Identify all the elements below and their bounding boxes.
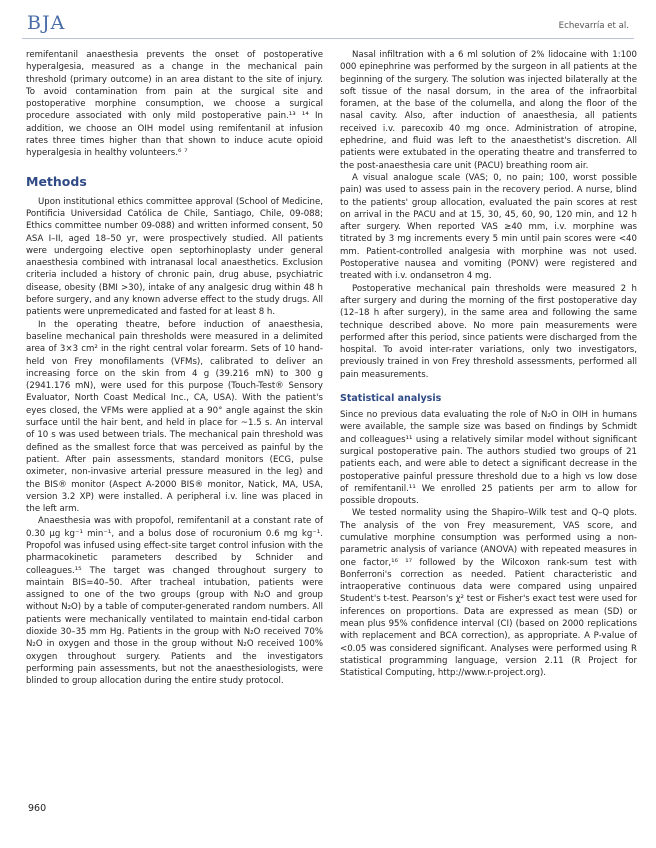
paragraph-operating-theatre: In the operating theatre, before induction of anaesthesia, baseline mechanical pain thresholds were measured in a delimited area of 3×3 cm² in the right central volar forearm. Sets of 10 hand-held von Frey monofilaments (VFMs), calibrated to deliver an increasing force on the skin from 4 g (39.216 mN) to 300 g (2941.176 mN), were used for this purpose (Touch-Test® Sensory Evaluator, North Coast Medical Inc., CA, USA). With the patient's eyes closed, the VFMs were applied at a 90° angle against the skin surface until the hair bent, and held in place for ~1.5 s. An interval of 10 s was used between trials. The mechanical pain threshold was defined as the smallest force that was perceived as painful by the patient. After pain assessments, standard monitors (ECG, pulse oximeter, non-invasive arterial pressure measured in the leg) and the BIS® monitor (Aspect A-2000 BIS® monitor, Natick, MA, USA, version 3.2 XP) were installed. A peripheral i.v. line was placed in the left arm. bbox=[26, 319, 323, 515]
right-column bbox=[340, 49, 637, 680]
paragraph-visual-analogue-scale: A visual analogue scale (VAS; 0, no pain; 100, worst possible pain) was used to assess pain in the recovery period. A nurse, blind to the patients' group allocation, evaluated the pain scores at rest on arrival in the PACU and at 15, 30, 45, 60, 90, 120 min, and 12 h after surgery. When reported VAS ≥40 mm, i.v. morphine was titrated by 3 mg increments every 5 min until pain scores were <40 mm. Patient-controlled analgesia with morphine was not used. Postoperative nausea and vomiting (PONV) were registered and treated with i.v. ondansetron 4 mg. bbox=[340, 172, 637, 282]
paragraph-sample-size: Since no previous data evaluating the role of N₂O in OIH in humans were available, the sample size was based on findings by Schmidt and colleagues¹¹ using a relatively similar model without significant surgical postoperative pain. The authors studied two groups of 21 patients each, and were able to detect a significant decrease in the postoperative painful pressure threshold due to a high vs low dose of remifentanil.¹¹ We enrolled 25 patients per arm to allow for possible dropouts. bbox=[340, 410, 637, 507]
paragraph-statistical-tests: We tested normality using the Shapiro–Wilk test and Q–Q plots. The analysis of the von Frey measurement, VAS score, and cumulative morphine consumption was performed using a non-parametric analysis of variance (ANOVA) with repeated measures in one factor,¹⁶ ¹⁷ followed by the Wilcoxon rank-sum test with Bonferroni's correction as needed. Patient characteristic and intraoperative continuous data were compared using unpaired Student's t-test. Pearson's χ² test or Fisher's exact test were used for inferences on proportions. Data are expressed as mean (SD) or mean plus 95% confidence interval (CI) (based on 2000 replications with replacement and BCA correction), as appropriate. A P-value of <0.05 was considered significant. Analyses were performed using R statistical programming language, version 2.11 (R Project for Statistical Computing, http://www.r-project.org). bbox=[340, 508, 637, 679]
paragraph-postoperative-thresholds: Postoperative mechanical pain thresholds were measured 2 h after surgery and during the morning of the first postoperative day (12–18 h after surgery), in the same area and following the same technique described above. No more pain measurements were performed after this period, since patients were discharged from the hospital. To avoid inter-rater variations, only two investigators, previously trained in von Frey threshold assessments, performed all pain measurements. bbox=[340, 283, 637, 380]
paragraph-intro: remifentanil anaesthesia prevents the onset of postoperative hyperalgesia, measured as a change in the mechanical pain threshold (primary outcome) in an area distant to the site of injury. To avoid contamination from pain at the surgical site and postoperative morphine consumption, we choose a surgical procedure associated with only mild postoperative pain.¹³ ¹⁴ In addition, we choose an OIH model using remifentanil at infusion rates three times higher than that shown to induce acute opioid hyperalgesia in healthy volunteers.⁶ ⁷ bbox=[26, 50, 323, 159]
page-number: 960 bbox=[28, 803, 47, 814]
paragraph-anaesthesia-induction: Anaesthesia was with propofol, remifentanil at a constant rate of 0.30 μg kg⁻¹ min⁻¹, and a bolus dose of rocuronium 0.6 mg kg⁻¹. Propofol was infused using effect-site target control infusion with the pharmacokinetic parameters described by Schnider and colleagues.¹⁵ The target was changed throughout surgery to maintain BIS=40–50. After tracheal intubation, patients were assigned to one of the two groups (group with N₂O and group without N₂O) by a table of computer-generated random numbers. All patients were mechanically ventilated to maintain end-tidal carbon dioxide 30–35 mm Hg. Patients in the group with N₂O received 70% N₂O in oxygen and those in the group without N₂O received 100% oxygen throughout surgery. Patients and the investigators performing pain assessments, but not the anaesthesiologists, were blinded to group allocation during the entire study protocol. bbox=[26, 516, 323, 687]
section-heading-methods: Methods bbox=[26, 173, 87, 189]
paragraph-nasal-infiltration: Nasal infiltration with a 6 ml solution of 2% lidocaine with 1:100 000 epinephrine was performed by the surgeon in all patients at the beginning of the surgery. The solution was injected bilaterally at the soft tissue of the nasal dorsum, in the area of the infraorbital foramen, at the base of the columella, and along the floor of the nasal cavity. Also, after induction of anaesthesia, all patients received i.v. parecoxib 40 mg once. Administration of atropine, ephedrine, and fluid was left to the anaesthetist's discretion. All patients were extubated in the operating theatre and transferred to the post-anaesthesia care unit (PACU) breathing room air. bbox=[340, 50, 637, 171]
running-header-author: Echevarría et al. bbox=[558, 21, 629, 31]
header-divider bbox=[22, 38, 634, 39]
paragraph-ethics: Upon institutional ethics committee approval (School of Medicine, Pontificia Universidad Católica de Chile, Santiago, Chile, 09-088; Ethics committee number 09-088) and written informed consent, 50 ASA I–II, aged 18–50 yr, were prospectively studied. All patients were undergoing elective open septorhinoplasty under general anaesthesia combined with intranasal local anaesthetics. Exclusion criteria included a history of chronic pain, drug abuse, psychiatric disease, obesity (BMI >30), intake of any analgesic drug within 48 h before surgery, and any known adverse effect to the study drugs. All patients were unpremedicated and fasted for at least 8 h. bbox=[26, 196, 323, 318]
left-column bbox=[26, 49, 323, 688]
journal-logo: BJA bbox=[27, 12, 66, 34]
section-heading-statistical-analysis: Statistical analysis bbox=[340, 393, 442, 405]
